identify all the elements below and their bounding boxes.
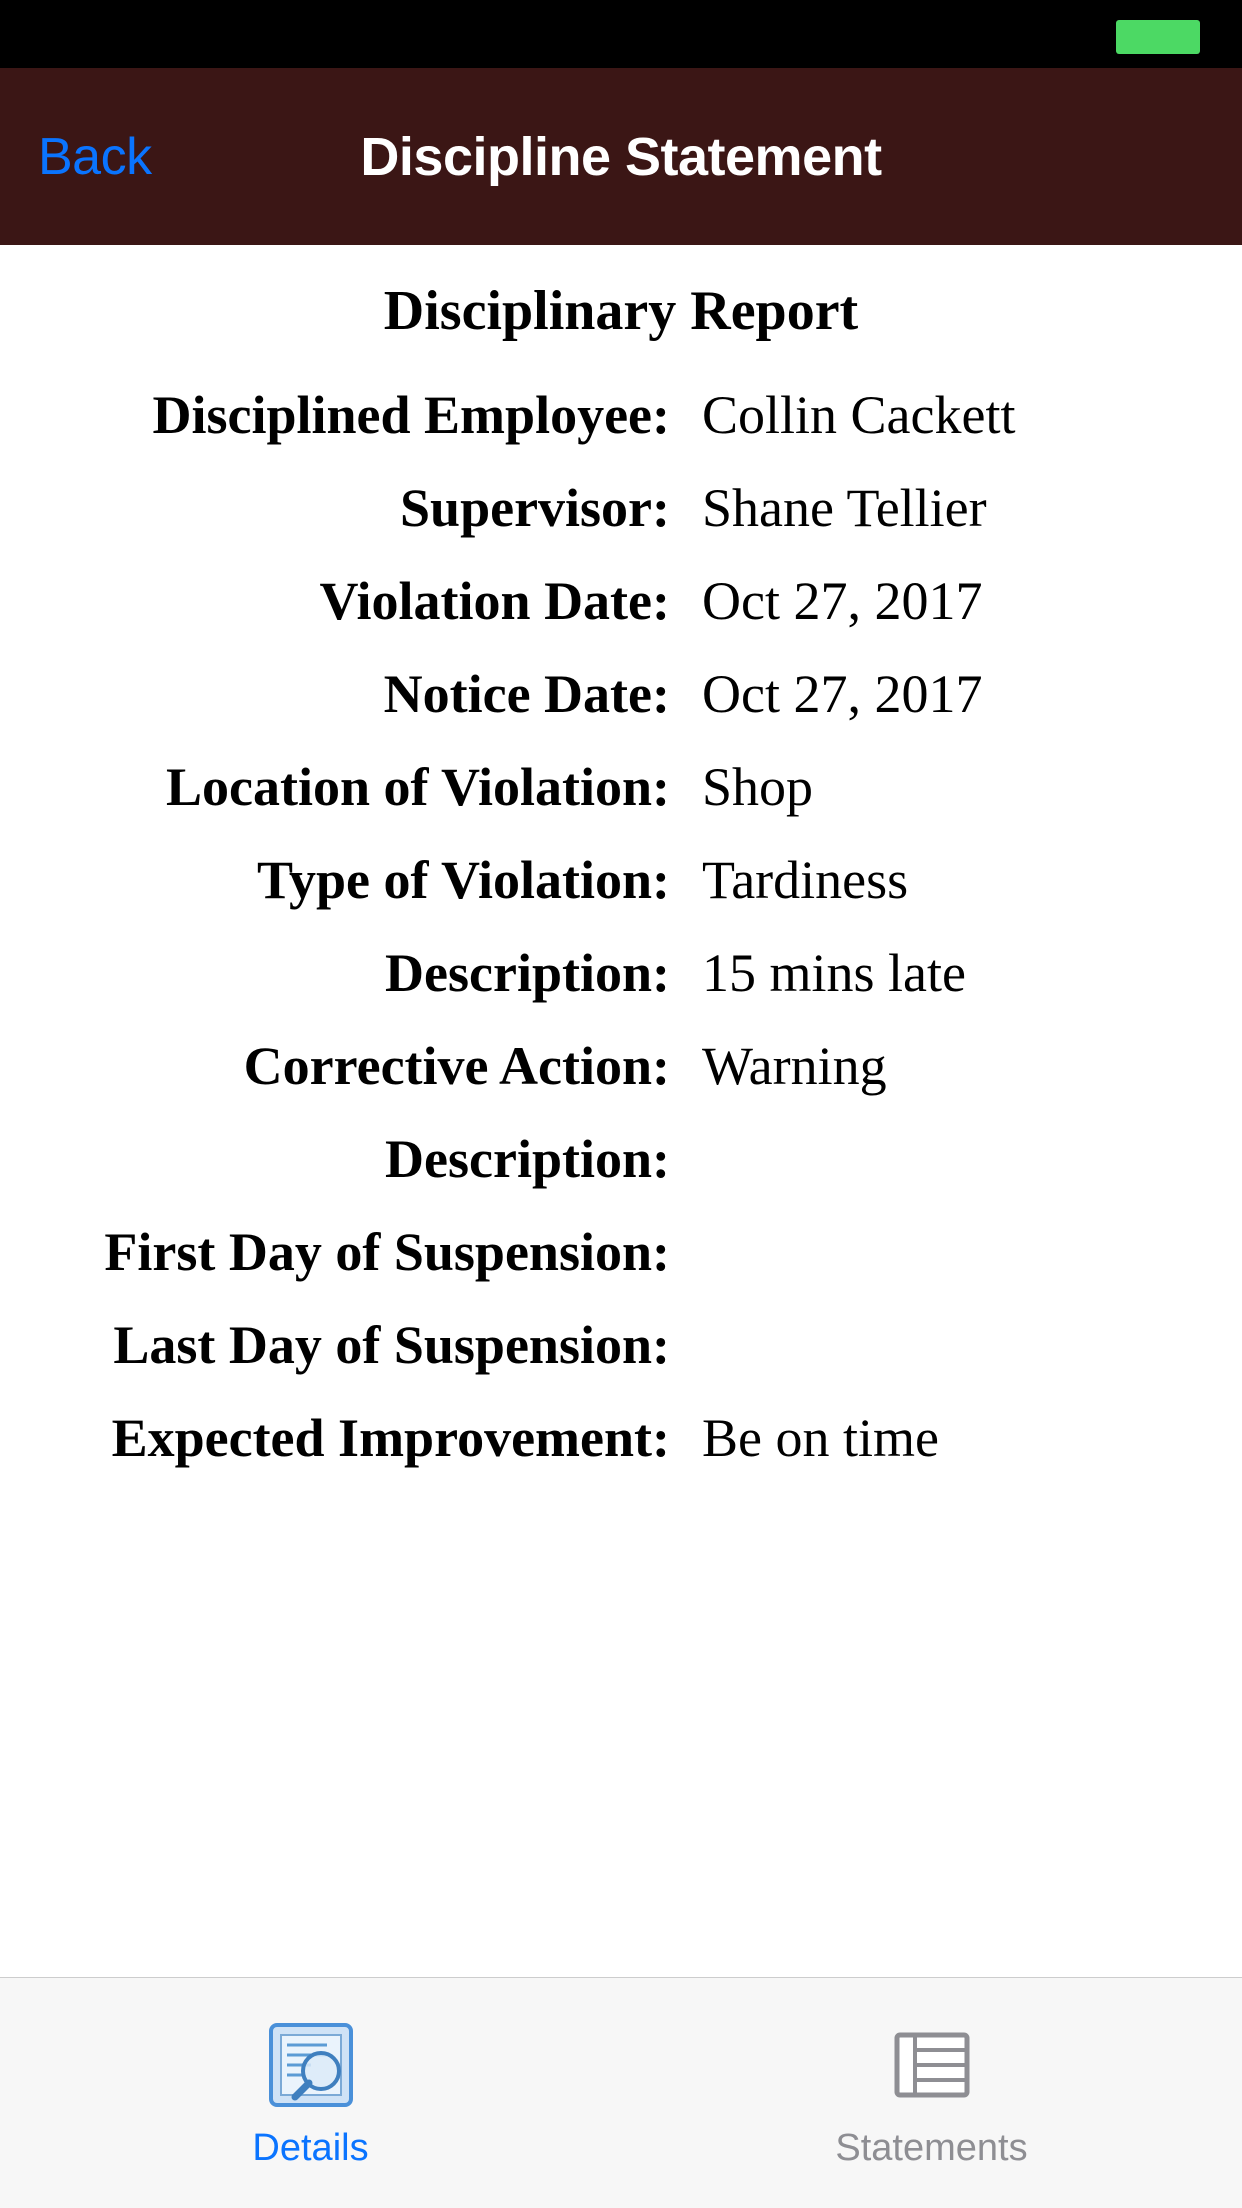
field-value: Tardiness — [702, 850, 909, 910]
table-row — [0, 1020, 1242, 1113]
table-row — [0, 741, 1242, 834]
report-field-rows — [0, 369, 1242, 1485]
table-row — [0, 369, 1242, 462]
field-value — [670, 1113, 1242, 1206]
table-row — [0, 462, 1242, 555]
page-title: Discipline Statement — [360, 126, 882, 187]
table-row — [0, 648, 1242, 741]
field-label: Disciplined Employee: — [152, 385, 670, 445]
field-label: Corrective Action: — [243, 1036, 670, 1096]
list-lines-icon — [894, 2017, 970, 2113]
back-button[interactable]: Back — [38, 127, 152, 186]
field-value: Shane Tellier — [702, 478, 987, 538]
tab-details-label: Details — [252, 2126, 369, 2169]
report-heading: Disciplinary Report — [383, 280, 859, 342]
field-label: Location of Violation: — [165, 757, 670, 817]
table-row — [0, 1392, 1242, 1485]
field-value: Collin Cackett — [702, 385, 1016, 445]
field-value: Shop — [702, 757, 814, 817]
field-value: Warning — [702, 1036, 887, 1096]
document-search-icon — [265, 2017, 357, 2113]
table-row — [0, 1113, 1242, 1206]
field-value: Be on time — [702, 1408, 939, 1468]
field-label: Notice Date: — [383, 664, 670, 724]
table-row — [0, 555, 1242, 648]
tab-statements[interactable] — [621, 1978, 1242, 2208]
field-value — [670, 1299, 1242, 1392]
field-label: Description: — [385, 1129, 670, 1189]
report-field-table — [0, 369, 1242, 1485]
field-label: Last Day of Suspension: — [113, 1315, 670, 1375]
table-row — [0, 834, 1242, 927]
table-row — [0, 1299, 1242, 1392]
field-value — [670, 1206, 1242, 1299]
field-value: Oct 27, 2017 — [702, 571, 983, 631]
tab-bar — [0, 1977, 1242, 2208]
tab-details[interactable] — [0, 1978, 621, 2208]
field-label: Supervisor: — [400, 478, 670, 538]
navigation-bar — [0, 68, 1242, 245]
field-label: Type of Violation: — [256, 850, 670, 910]
status-bar — [0, 0, 1242, 68]
field-label: Expected Improvement: — [111, 1408, 670, 1468]
field-label: Description: — [385, 943, 670, 1003]
battery-icon — [1116, 20, 1200, 54]
report-content — [0, 245, 1242, 1978]
field-value: Oct 27, 2017 — [702, 664, 983, 724]
field-label: First Day of Suspension: — [104, 1222, 670, 1282]
table-row — [0, 1206, 1242, 1299]
field-value: 15 mins late — [702, 943, 966, 1003]
field-label: Violation Date: — [319, 571, 670, 631]
tab-statements-label: Statements — [835, 2126, 1028, 2169]
table-row — [0, 927, 1242, 1020]
